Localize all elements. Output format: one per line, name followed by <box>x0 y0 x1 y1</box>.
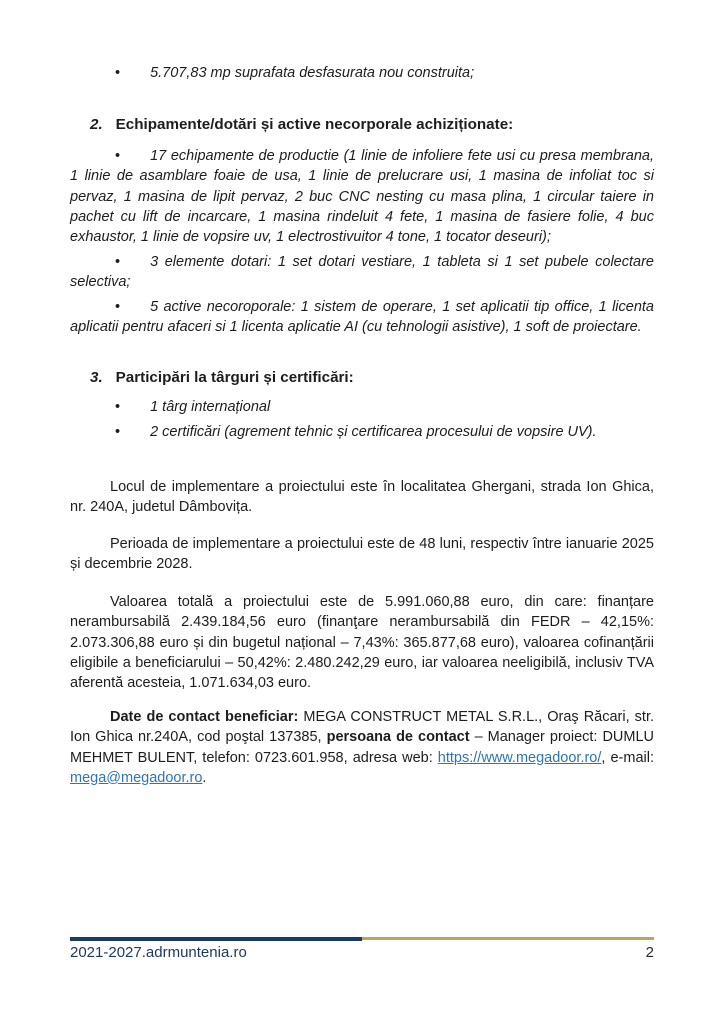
section3-title: Participări la târguri și certificări: <box>115 369 354 386</box>
section2-bullet-intangibles-text: 5 active necoroporale: 1 sistem de operare, 1 set aplicatii tip office, 1 licenta aplicatii pentru afaceri si 1 licenta aplicatie AI (cu tehnologii asistive), 1 soft de proiectare. <box>70 299 654 336</box>
bullet-icon: • <box>115 299 121 315</box>
footer-rule <box>70 937 654 941</box>
paragraph-location: Locul de implementare a proiectului este în localitatea Ghergani, strada Ion Ghica, nr. 240A, judetul Dâmbovița. <box>70 479 654 516</box>
section3-bullet-fair-text: 1 târg internațional <box>150 399 271 415</box>
footer-rule-gold-segment <box>362 937 654 940</box>
section2-bullet-equipment-text: 17 echipamente de productie (1 linie de infoliere fete usi cu presa membrana, 1 linie de asamblare foaie de usa, 1 linie de prelucrare usi, 1 masina de infoliat toc si pervaz, 1 masina de lipit pervaz, 2 buc CNC nesting cu masa plina, 1 circular taiere in pachet cu lift de incarcare, 1 masina rindeluit 4 fete, 1 masina de fasiere folie, 4 buc exhaustor, 1 linie de vopsire uv, 1 electrostivuitor 4 tone, 1 tocator deseuri); <box>70 148 654 246</box>
bullet-icon: • <box>115 254 121 270</box>
section3-bullet-certifications-text: 2 certificări (agrement tehnic și certificarea procesului de vopsire UV). <box>150 424 597 440</box>
section2-number: 2. <box>90 116 103 133</box>
section2-title: Echipamente/dotări și active necorporale achiziționate: <box>115 116 514 133</box>
footer <box>70 943 654 963</box>
section2-bullet-intangibles <box>70 297 654 338</box>
section2-bullet-equipment <box>70 146 654 247</box>
section3-number: 3. <box>90 369 103 386</box>
contact-text: MEGA CONSTRUCT METAL S.R.L., Oraş Răcari, str. Ion Ghica nr.240A, cod poştal 137385, <box>70 709 654 746</box>
page-number: 2 <box>645 944 654 961</box>
paragraph-period: Perioada de implementare a proiectului este de 48 luni, respectiv între ianuarie 2025 și decembrie 2028. <box>70 536 654 573</box>
bullet-icon: • <box>115 148 121 164</box>
paragraph-value: Valoarea totală a proiectului este de 5.991.060,88 euro, din care: finanțare nerambursabilă 2.439.184,56 euro (finanţare nerambursabilă din FEDR – 42,15%: 2.073.306,88 euro și din bugetul național – 7,43%: 365.877,68 euro), valoarea cofinanțării eligibile a beneficiarului – 50,42%: 2.480.242,29 euro, iar valoarea neeligibilă, inclusiv TVA aferentă acesteia, 1.071.634,03 euro. <box>70 594 654 692</box>
contact-link[interactable]: mega@megadoor.ro <box>70 769 203 786</box>
section2-heading <box>70 115 654 135</box>
section2-bullet-fixtures-text: 3 elemente dotari: 1 set dotari vestiare, 1 tableta si 1 set pubele colectare selectiva; <box>70 254 654 291</box>
contact-link[interactable]: https://www.megadoor.ro/ <box>437 749 602 766</box>
contact-text: . <box>202 769 207 786</box>
contact-text: – Manager proiect: DUMLU MEHMET BULENT, telefon: 0723.601.958, adresa web: <box>70 729 655 766</box>
paragraph-contact <box>70 707 654 788</box>
intro-bullet-text: 5.707,83 mp suprafata desfasurata nou construita; <box>150 65 475 81</box>
contact-text: , e-mail: <box>601 749 654 766</box>
intro-bullet-item <box>70 63 654 83</box>
bullet-icon: • <box>115 399 121 415</box>
contact-bold-text: persoana de contact <box>326 729 470 746</box>
contact-bold-text: Date de contact beneficiar: <box>110 709 299 725</box>
footer-rule-navy-segment <box>70 937 362 941</box>
section2-bullet-fixtures <box>70 252 654 293</box>
bullet-icon: • <box>115 424 121 440</box>
section3-heading <box>70 368 654 388</box>
section3-bullet-certifications <box>70 422 654 442</box>
bullet-icon: • <box>115 65 121 81</box>
section3-bullet-fair <box>70 397 654 417</box>
footer-site-url: 2021-2027.adrmuntenia.ro <box>70 944 247 961</box>
